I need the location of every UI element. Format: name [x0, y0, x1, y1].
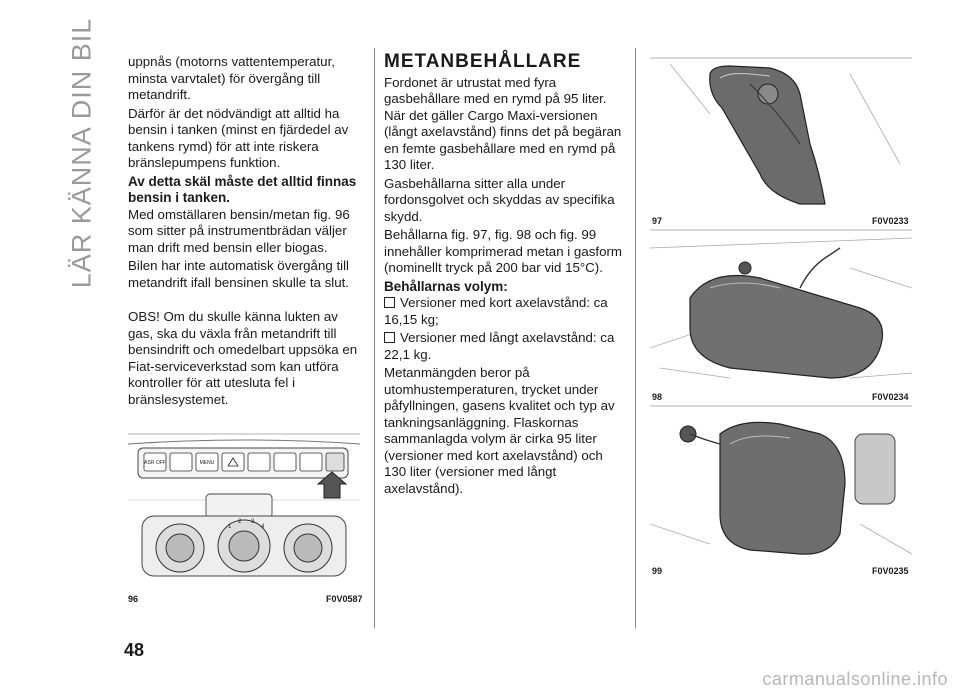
warning-heading: Av detta skäl måste det alltid finnas bensin i tanken. — [128, 173, 357, 205]
chapter-title: LÄR KÄNNA DIN BIL — [66, 17, 97, 289]
paragraph: Bilen har inte automatisk övergång till metandrift ifall bensinen skulle ta slut. — [128, 258, 349, 290]
figure-number: 99 — [652, 566, 663, 576]
chapter-side-tab — [62, 17, 102, 289]
column-divider-2 — [635, 48, 636, 628]
gas-tank-bottom-illustration — [650, 404, 912, 560]
watermark: carmanualsonline.info — [762, 669, 948, 689]
paragraph: Behållarna fig. 97, fig. 98 och fig. 99 innehåller komprimerad metan i gasform (nominellt tryck på 200 bar vid 15°C). — [384, 227, 622, 275]
column-divider-1 — [374, 48, 375, 628]
figure-code: F0V0233 — [872, 216, 909, 226]
figure-code: F0V0235 — [872, 566, 909, 576]
page-number: 48 — [124, 640, 145, 660]
paragraph: Fordonet är utrustat med fyra gasbehållare med en rymd på 95 liter. När det gäller Cargo Maxi-versionen (långt axelavstånd) finns det på begäran en femte gasbehållare med en rymd på 130 liter. — [384, 74, 622, 172]
figure-number: 98 — [652, 392, 663, 402]
figure-96 — [128, 428, 360, 588]
figure-code: F0V0587 — [326, 594, 363, 604]
paragraph: Med omställaren bensin/metan fig. 96 som sitter på instrumentbrädan väljer man drift med bensin eller biogas. — [128, 206, 350, 255]
paragraph: Därför är det nödvändigt att alltid ha bensin i tanken (minst en fjärdedel av tankens rymd) för att inte riskera bränslepumpens funktion. — [128, 105, 349, 170]
subheading: Behållarnas volym: — [384, 278, 508, 294]
paragraph: Metanmängden beror på utomhustemperaturen, trycket under påfyllningen, gasens kvalitet och typ av tankningsanläggning. Flaskornas sammanlagda volym är cirka 95 liter (versioner med kort axelavstånd) och 130 liter (versioner med långt axelavstånd). — [384, 365, 615, 496]
section-title: METANBEHÅLLARE — [384, 51, 582, 72]
dial-number: 3 — [251, 519, 255, 525]
bullet-item: Versioner med kort axelavstånd: ca 16,15 kg; — [384, 295, 608, 327]
button-label-asr: ASR OFF — [144, 460, 166, 466]
bullet-icon — [384, 332, 395, 343]
dial-number: 4 — [261, 524, 265, 530]
middle-column — [384, 51, 626, 499]
bullet-icon — [384, 297, 395, 308]
paragraph: uppnås (motorns vattentemperatur, minsta varvtalet) för övergång till metandrift. — [128, 54, 335, 102]
dial-number: 1 — [228, 524, 232, 530]
figure-number: 96 — [128, 594, 139, 604]
left-column — [128, 54, 364, 410]
paragraph: Gasbehållarna sitter alla under fordonsgolvet och skyddas av specifika skydd. — [384, 175, 615, 224]
bullet-item: Versioner med långt axelavstånd: ca 22,1 kg. — [384, 330, 615, 362]
dial-number: 2 — [238, 519, 242, 525]
figure-97 — [650, 54, 912, 214]
dashboard-switch-illustration — [128, 428, 360, 588]
figure-number: 97 — [652, 216, 663, 226]
paragraph: OBS! Om du skulle känna lukten av gas, ska du växla från metandrift till bensindrift och omedelbart uppsöka en Fiat-serviceverkstad som kan utföra kontroller för att utesluta fel i bränslesystemet. — [128, 309, 358, 407]
gas-tank-top-illustration — [650, 54, 912, 214]
gas-tank-middle-illustration — [650, 228, 912, 388]
button-label-menu: MENU — [199, 460, 215, 466]
figure-98 — [650, 228, 912, 388]
figure-code: F0V0234 — [872, 392, 909, 402]
figure-99 — [650, 404, 912, 560]
